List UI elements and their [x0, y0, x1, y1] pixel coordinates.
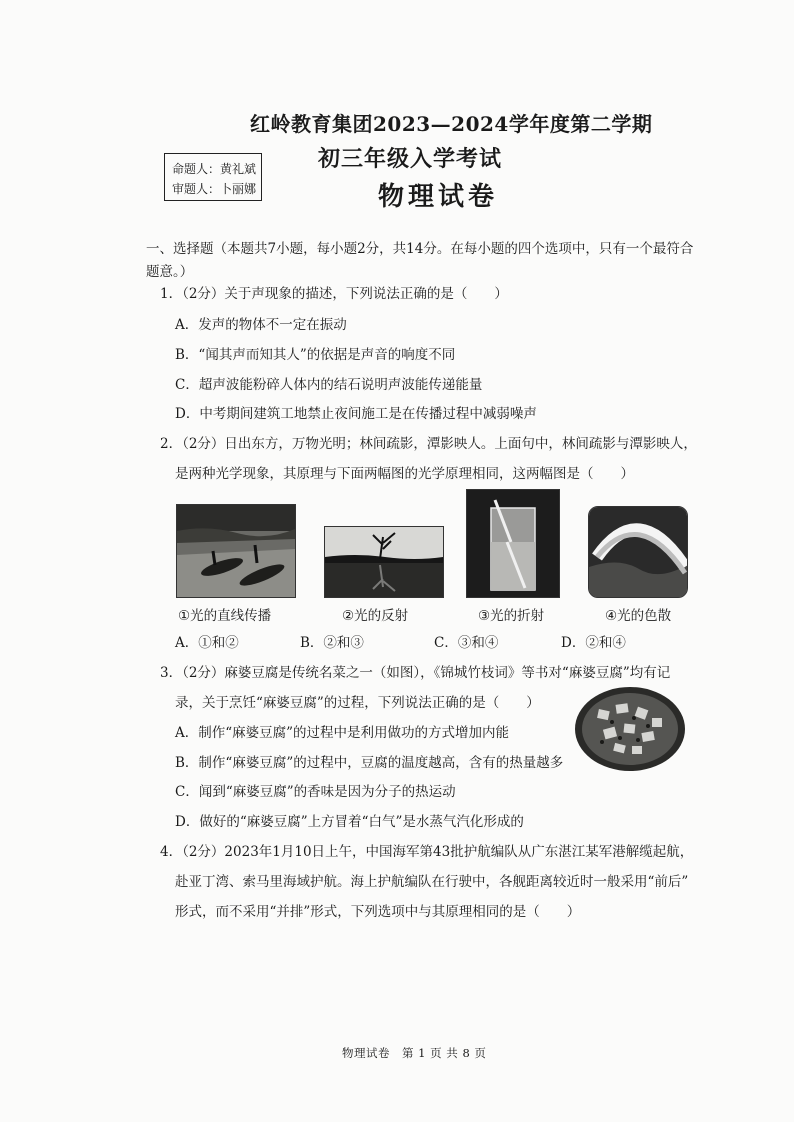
caption-4: ④光的色散 [605, 608, 672, 624]
q2-option-b: B．②和③ [300, 635, 364, 651]
reviewer-name: 审题人：卜丽娜 [172, 182, 257, 196]
q3-option-b: B．制作“麻婆豆腐”的过程中，豆腐的温度越高，含有的热量越多 [175, 755, 564, 771]
author-box [164, 153, 262, 201]
figure-dispersion-photo [588, 506, 688, 598]
q4-stem-line2: 赴亚丁湾、索马里海域护航。海上护航编队在行驶中，各舰距离较近时一般采用“前后” [175, 874, 689, 890]
figure-reflection-photo [324, 526, 444, 598]
exam-header-line2: 初三年级入学考试 [318, 146, 503, 172]
q1-option-d: D．中考期间建筑工地禁止夜间施工是在传播过程中减弱噪声 [175, 406, 537, 422]
q2-stem-line2: 是两种光学现象，其原理与下面两幅图的光学原理相同，这两幅图是（ ） [175, 466, 634, 482]
exam-title: 物理试卷 [378, 182, 499, 212]
caption-3: ③光的折射 [478, 608, 545, 624]
q3-option-c: C．闻到“麻婆豆腐”的香味是因为分子的热运动 [175, 784, 456, 800]
q2-stem-line1: 2．（2分）日出东方，万物光明；林间疏影，潭影映人。上面句中，林间疏影与潭影映人， [160, 436, 697, 452]
q1-option-a: A．发声的物体不一定在振动 [175, 317, 347, 333]
figure-shadow-photo [176, 504, 296, 598]
figure-refraction-photo [466, 489, 560, 598]
q3-option-a: A．制作“麻婆豆腐”的过程中是利用做功的方式增加内能 [175, 725, 510, 741]
exam-header-line1: 红岭教育集团2023—2024学年度第二学期 [250, 112, 653, 136]
q1-stem: 1．（2分）关于声现象的描述，下列说法正确的是（ ） [160, 286, 508, 302]
q3-stem-line1: 3．（2分）麻婆豆腐是传统名菜之一（如图），《锦城竹枝词》等书对“麻婆豆腐”均有记 [160, 665, 671, 681]
caption-1: ①光的直线传播 [178, 608, 272, 624]
q4-stem-line3: 形式，而不采用“并排”形式，下列选项中与其原理相同的是（ ） [175, 904, 581, 920]
q1-option-b: B．“闻其声而知其人”的依据是声音的响度不同 [175, 347, 456, 363]
page-footer: 物理试卷 第 1 页 共 8 页 [342, 1046, 487, 1060]
section-heading: 一、选择题（本题共7小题，每小题2分，共14分。在每小题的四个选项中，只有一个最符合题意。） [146, 241, 694, 280]
q1-option-c: C．超声波能粉碎人体内的结石说明声波能传递能量 [175, 377, 483, 393]
figure-mapo-tofu-photo [574, 686, 686, 772]
q4-stem-line1: 4．（2分）2023年1月10日上午，中国海军第43批护航编队从广东湛江某军港解缆起航， [160, 844, 694, 860]
q3-stem-line2: 录，关于烹饪“麻婆豆腐”的过程，下列说法正确的是（ ） [175, 695, 540, 711]
q3-option-d: D．做好的“麻婆豆腐”上方冒着“白气”是水蒸气汽化形成的 [175, 814, 524, 830]
q2-option-d: D．②和④ [561, 635, 626, 651]
caption-2: ②光的反射 [342, 608, 409, 624]
author-name: 命题人：黄礼斌 [172, 162, 257, 176]
q2-option-c: C．③和④ [434, 635, 499, 651]
q2-option-a: A．①和② [175, 635, 239, 651]
